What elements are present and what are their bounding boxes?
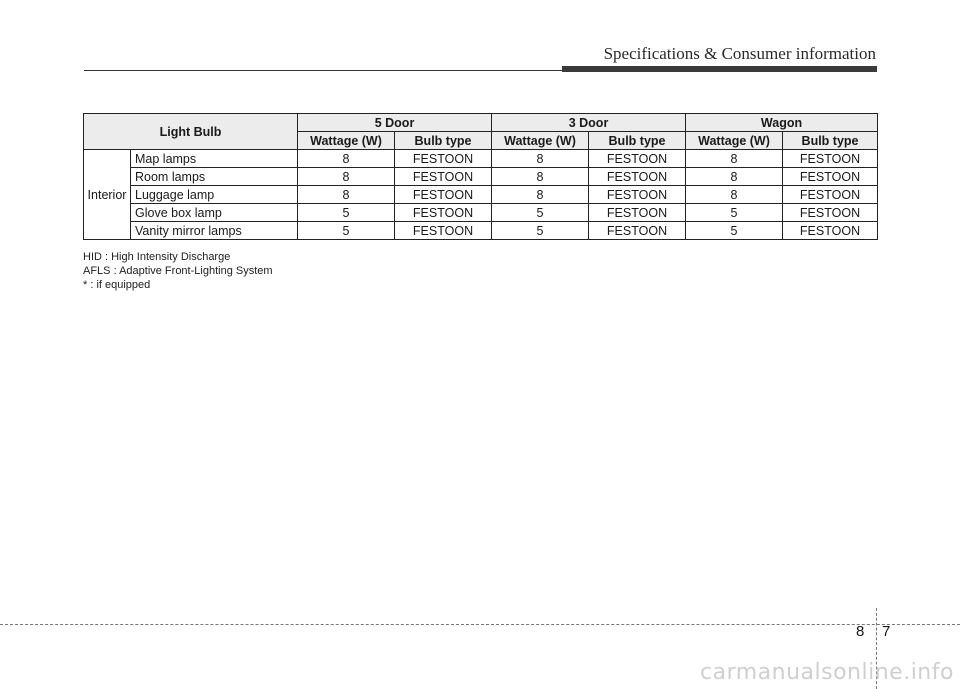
cell-wattage: 8 <box>298 150 395 168</box>
group-header-wagon: Wagon <box>686 114 878 132</box>
cell-bulb-type: FESTOON <box>783 168 878 186</box>
cell-bulb-type: FESTOON <box>589 168 686 186</box>
section-title: Specifications & Consumer information <box>603 44 876 63</box>
corner-header: Light Bulb <box>84 114 298 150</box>
cell-wattage: 5 <box>298 204 395 222</box>
cell-wattage: 5 <box>686 204 783 222</box>
watermark: carmanualsonline.info <box>700 660 954 685</box>
header-rule <box>84 70 564 71</box>
cell-wattage: 8 <box>686 150 783 168</box>
item-label: Luggage lamp <box>131 186 298 204</box>
cell-bulb-type: FESTOON <box>395 186 492 204</box>
page-number: 7 <box>882 623 891 640</box>
item-label: Glove box lamp <box>131 204 298 222</box>
table-row <box>84 150 878 168</box>
subheader-bulb-type: Bulb type <box>395 132 492 150</box>
footnote: * : if equipped <box>83 279 151 291</box>
cell-bulb-type: FESTOON <box>395 150 492 168</box>
cell-wattage: 5 <box>686 222 783 240</box>
cell-bulb-type: FESTOON <box>783 186 878 204</box>
cell-bulb-type: FESTOON <box>589 222 686 240</box>
table-row <box>84 204 878 222</box>
row-group-label: Interior <box>84 150 131 240</box>
cell-bulb-type: FESTOON <box>395 168 492 186</box>
header-rule-bar <box>562 66 877 72</box>
group-header-3-door: 3 Door <box>492 114 686 132</box>
subheader-wattage: Wattage (W) <box>686 132 783 150</box>
subheader-wattage: Wattage (W) <box>298 132 395 150</box>
bulb-spec-table <box>83 113 878 240</box>
item-label: Map lamps <box>131 150 298 168</box>
item-label: Vanity mirror lamps <box>131 222 298 240</box>
footnote: HID : High Intensity Discharge <box>83 251 231 263</box>
table-row <box>84 168 878 186</box>
subheader-bulb-type: Bulb type <box>589 132 686 150</box>
cell-wattage: 8 <box>686 168 783 186</box>
cell-bulb-type: FESTOON <box>395 204 492 222</box>
cell-bulb-type: FESTOON <box>783 150 878 168</box>
cell-wattage: 5 <box>492 222 589 240</box>
cell-bulb-type: FESTOON <box>395 222 492 240</box>
table-row <box>84 222 878 240</box>
cell-bulb-type: FESTOON <box>589 186 686 204</box>
cell-wattage: 8 <box>686 186 783 204</box>
cell-wattage: 8 <box>492 186 589 204</box>
footer-rule <box>0 624 960 625</box>
cell-wattage: 8 <box>492 168 589 186</box>
cell-wattage: 8 <box>298 186 395 204</box>
cell-bulb-type: FESTOON <box>589 204 686 222</box>
group-header-5-door: 5 Door <box>298 114 492 132</box>
chapter-number: 8 <box>856 623 865 640</box>
subheader-wattage: Wattage (W) <box>492 132 589 150</box>
footnotes <box>83 250 273 292</box>
cell-bulb-type: FESTOON <box>783 204 878 222</box>
cell-wattage: 8 <box>298 168 395 186</box>
subheader-bulb-type: Bulb type <box>783 132 878 150</box>
cell-bulb-type: FESTOON <box>783 222 878 240</box>
cell-wattage: 5 <box>492 204 589 222</box>
footnote: AFLS : Adaptive Front-Lighting System <box>83 265 273 277</box>
item-label: Room lamps <box>131 168 298 186</box>
cell-wattage: 5 <box>298 222 395 240</box>
cell-wattage: 8 <box>492 150 589 168</box>
table-row <box>84 186 878 204</box>
cell-bulb-type: FESTOON <box>589 150 686 168</box>
